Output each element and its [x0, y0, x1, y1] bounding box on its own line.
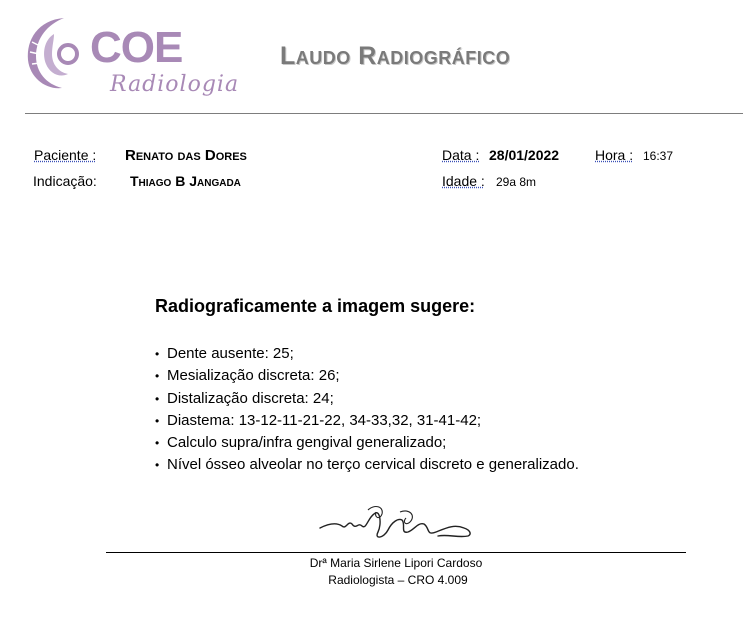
coe-radiologia-logo: [24, 14, 239, 106]
date-value: 28/01/2022: [489, 147, 560, 163]
time-value: 16:37: [643, 149, 674, 163]
document-title: Laudo Radiográfico: [280, 42, 511, 70]
patient-label: Paciente :: [34, 147, 97, 163]
indication-value: Thiago B Jangada: [130, 173, 241, 189]
bullet-icon: •: [155, 347, 160, 361]
bullet-icon: •: [155, 413, 160, 428]
handwritten-signature: [318, 500, 478, 545]
bullet-icon: •: [155, 369, 160, 384]
bullet-icon: •: [155, 436, 160, 451]
bullet-icon: •: [155, 458, 160, 473]
findings-list: [155, 343, 579, 477]
logo-wordmark: COE: [90, 23, 183, 72]
date-label: Data :: [442, 147, 480, 163]
signature-line: [106, 552, 686, 553]
indication-label: Indicação:: [33, 173, 97, 189]
list-item: • Nível ósseo alveolar no terço cervical discreto e generalizado.: [155, 454, 579, 476]
patient-name: Renato das Dores: [125, 147, 247, 164]
signer-name: Drª Maria Sirlene Lipori Cardoso: [309, 556, 483, 570]
list-item: • Diastema: 13-12-11-21-22, 34-33,32, 31-41-42;: [155, 410, 579, 432]
logo-emblem-icon: [24, 14, 94, 94]
list-item: • Distalização discreta: 24;: [155, 388, 579, 410]
findings-heading: Radiograficamente a imagem sugere:: [155, 296, 476, 316]
list-item: • Calculo supra/infra gengival generalizado;: [155, 432, 579, 454]
logo-subtitle: Radiologia: [110, 72, 240, 97]
list-item: • Mesialização discreta: 26;: [155, 365, 579, 387]
signer-role: Radiologista – CRO 4.009: [328, 573, 468, 587]
bullet-icon: •: [155, 391, 160, 406]
time-label: Hora :: [595, 147, 634, 163]
header-divider: [25, 113, 743, 114]
age-value: 29a 8m: [496, 175, 537, 189]
age-label: Idade :: [442, 173, 485, 189]
list-item: • Dente ausente: 25;: [155, 343, 579, 365]
